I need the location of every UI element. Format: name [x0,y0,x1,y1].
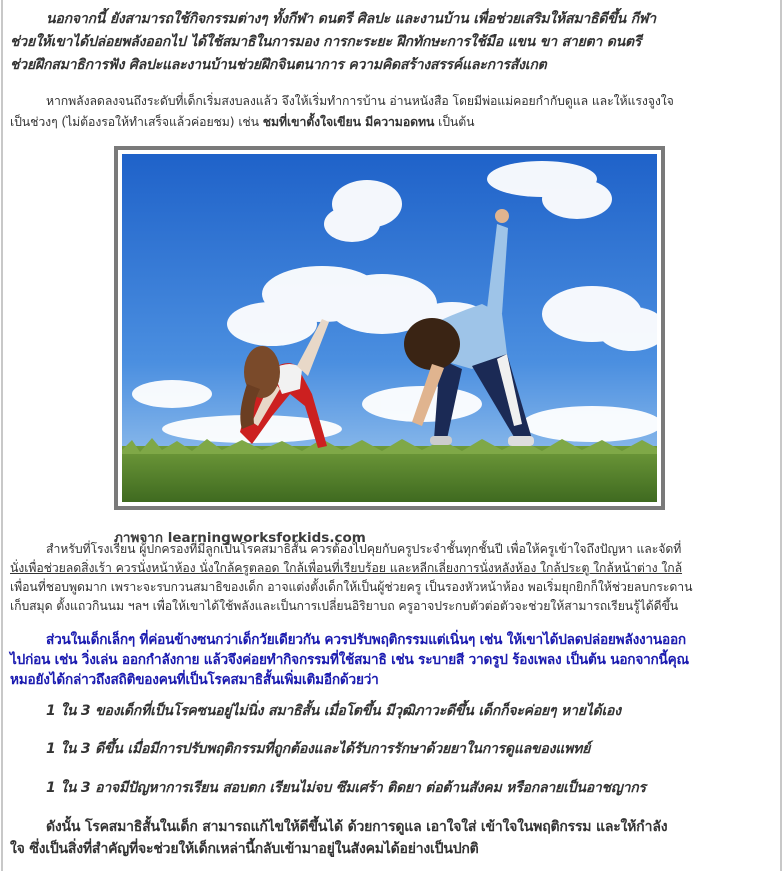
left-border [1,0,3,871]
stat-item-1: 1 ใน 3 ของเด็กที่เป็นโรคซนอยู่ไม่นิ่ง สมาธิสั้น เมื่อโตขึ้น มีวุฒิภาวะดีขึ้น เด็กก็จะค่อยๆ หายได้เอง [46,703,621,719]
conclusion-line1: ดังนั้น โรคสมาธิสั้นในเด็ก สามารถแก้ไขให้ดีขึ้นได้ ด้วยการดูแล เอาใจใส่ เข้าใจในพฤติกรรม และให้กำลัง [46,819,668,835]
para3-line2: นั่งเพื่อช่วยลดสิ่งเร้า ควรนั่งหน้าห้อง นั่งใกล้ครูตลอด ใกล้เพื่อนที่เรียบร้อย และหลีกเลี่ยงการนั่งหลังห้อง ใกล้ประตู ใกล้หน้าต่าง ใกล้ [10,561,683,575]
para2-text: เป็นช่วงๆ (ไม่ต้องรอให้ทำเสร็จแล้วค่อยชม) เช่น [10,115,263,129]
photo-caption: ภาพจาก learningworksforkids.com [114,529,366,546]
right-border [780,0,782,871]
para3-line1: สำหรับที่โรงเรียน ผู้ปกครองที่มีลูกเป็นโรคสมาธิสั้น ควรต้องไปคุยกับครูประจำชั้นทุกชั้นปี เพื่อให้ครูเข้าใจถึงปัญหา และจัดที่ [46,542,682,556]
para1-line2: ช่วยให้เขาได้ปล่อยพลังออกไป ได้ใช้สมาธิในการมอง การกะระยะ ฝึกทักษะการใช้มือ แขน ขา สายตา ดนตรี [10,34,642,50]
photo-frame [114,146,665,510]
para4-line2: ไปก่อน เช่น วิ่งเล่น ออกกำลังกาย แล้วจึงค่อยทำกิจกรรมที่ใช้สมาธิ เช่น ระบายสี วาดรูป ร้องเพลง เป็นต้น นอกจากนี้คุณ [10,652,689,668]
para2-line1: หากพลังลดลงจนถึงระดับที่เด็กเริ่มสงบลงแล้ว จึงให้เริ่มทำการบ้าน อ่านหนังสือ โดยมีพ่อแม่คอยกำกับดูแล และให้แรงจูงใจ [46,94,674,108]
stat-item-3: 1 ใน 3 อาจมีปัญหาการเรียน สอบตก เรียนไม่จบ ซึมเศร้า ติดยา ต่อต้านสังคม หรือกลายเป็นอาชญากร [46,780,646,796]
para4-line3: หมอยังได้กล่าวถึงสถิติของคนที่เป็นโรคสมาธิสั้นเพิ่มเติมอีกด้วยว่า [10,672,379,688]
para2-bold-text: ชมที่เขาตั้งใจเขียน มีความอดทน [262,115,435,129]
stat-item-2: 1 ใน 3 ดีขึ้น เมื่อมีการปรับพฤติกรรมที่ถูกต้องและได้รับการรักษาด้วยยาในการดูแลของแพทย์ [46,741,591,757]
para1-line1: นอกจากนี้ ยังสามารถใช้กิจกรรมต่างๆ ทั้งกีฬา ดนตรี ศิลปะ และงานบ้าน เพื่อช่วยเสริมให้สมาธิดีขึ้น กีฬา [46,11,656,27]
para3-line4: เก็บสมุด ตั้งแถวกินนม ฯลฯ เพื่อให้เขาได้ใช้พลังและเป็นการเปลี่ยนอิริยาบถ ครูอาจประกบตัวต่อตัวจะช่วยให้สามารถเรียนรู้ได้ดีขึ้น [10,599,679,613]
kids-stretching-photo [122,154,657,502]
para4-line1: ส่วนในเด็กเล็กๆ ที่ค่อนข้างซนกว่าเด็กวัยเดียวกัน ควรปรับพฤติกรรมแต่เนิ่นๆ เช่น ให้เขาได้ปลดปล่อยพลังงานออก [46,632,686,648]
para2-text-end: เป็นต้น [434,115,475,129]
conclusion-line2: ใจ ซึ่งเป็นสิ่งที่สำคัญที่จะช่วยให้เด็กเหล่านี้กลับเข้ามาอยู่ในสังคมได้อย่างเป็นปกติ [10,841,479,857]
para1-line3: ช่วยฝึกสมาธิการฟัง ศิลปะและงานบ้านช่วยฝึกจินตนาการ ความคิดสร้างสรรค์และการสังเกต [10,57,547,73]
para3-line3: เพื่อนที่ชอบพูดมาก เพราะจะรบกวนสมาธิของเด็ก อาจแต่งตั้งเด็กให้เป็นผู้ช่วยครู เป็นรองหัวหน้าห้อง พอเริ่มยุกยิกก็ให้ช่วยลบกระดาน [10,580,693,594]
para2-line2 [10,113,474,132]
kids-exercising-image [122,154,657,502]
